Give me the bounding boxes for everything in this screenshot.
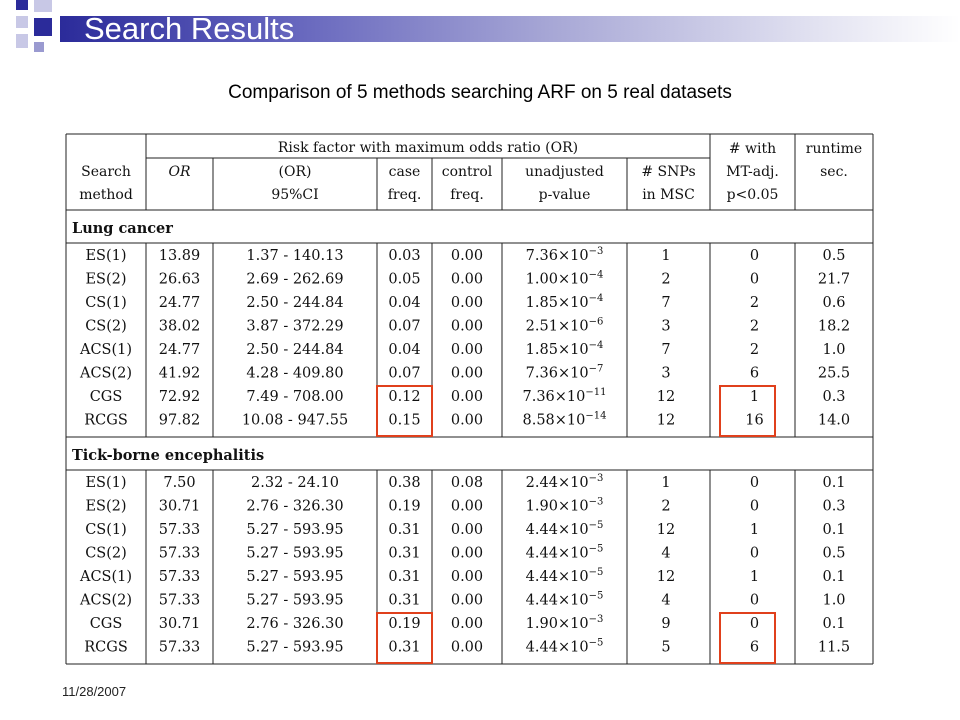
snps-cell: 2 [661, 271, 671, 288]
pvalue-cell: $1.85\times 10^{-4}$ [525, 340, 604, 358]
runtime-cell: 0.1 [822, 475, 846, 491]
method-cell: ACS(1) [79, 342, 133, 358]
case-freq-cell: 0.04 [388, 295, 421, 311]
slide-date: 11/28/2007 [62, 684, 127, 699]
control-freq-cell: 0.00 [450, 522, 484, 538]
snps-cell: 12 [656, 522, 676, 538]
mt-adj-cell: 2 [749, 295, 760, 311]
or-cell: 24.77 [158, 342, 201, 358]
mt-adj-cell: 2 [749, 342, 760, 358]
snps-cell: 12 [656, 412, 676, 429]
pvalue-cell: $7.36\times 10^{-7}$ [525, 363, 604, 382]
ci-cell: 5.27 - 593.95 [246, 639, 344, 656]
highlight-mt-adj-box [720, 386, 775, 436]
snps-cell: 2 [661, 498, 671, 515]
runtime-cell: 0.5 [822, 545, 846, 562]
highlight-mt-adj-box [720, 613, 775, 663]
or-cell: 13.89 [158, 248, 201, 264]
mt-adj-cell: 0 [749, 475, 760, 491]
pvalue-cell: $2.51\times 10^{-6}$ [525, 316, 604, 335]
ci-cell: 2.50 - 244.84 [246, 295, 344, 311]
snps-cell: 9 [661, 616, 671, 632]
case-freq-cell: 0.38 [388, 475, 421, 491]
pvalue-cell: $7.36\times 10^{-11}$ [522, 387, 607, 405]
mt-adj-cell: 0 [749, 592, 760, 609]
or-cell: 72.92 [158, 389, 201, 405]
or-cell: 30.71 [158, 498, 201, 515]
control-freq-cell: 0.00 [450, 295, 484, 311]
pvalue-cell: $4.44\times 10^{-5}$ [525, 637, 604, 656]
case-freq-cell: 0.31 [388, 545, 421, 562]
pvalue-cell: $1.00\times 10^{-4}$ [525, 269, 604, 288]
header-case-freq: freq. [387, 187, 422, 203]
case-freq-cell: 0.19 [388, 498, 421, 515]
pvalue-cell: $2.44\times 10^{-3}$ [525, 473, 604, 491]
ci-cell: 2.76 - 326.30 [246, 616, 344, 632]
mt-adj-cell: 0 [749, 616, 760, 632]
control-freq-cell: 0.00 [450, 545, 484, 562]
header-search: Search [81, 164, 131, 180]
runtime-cell: 21.7 [817, 271, 851, 288]
runtime-cell: 0.1 [822, 522, 846, 538]
mt-adj-cell: 6 [749, 639, 760, 656]
header-with: # with [728, 141, 777, 157]
or-cell: 38.02 [158, 318, 201, 335]
control-freq-cell: 0.00 [450, 318, 484, 335]
header-p005: p<0.05 [726, 187, 779, 203]
header-in-msc: in MSC [642, 187, 695, 203]
header-or: OR [168, 164, 191, 180]
header-runtime: runtime [805, 141, 863, 157]
mt-adj-cell: 2 [749, 318, 760, 335]
control-freq-cell: 0.00 [450, 592, 484, 609]
ci-cell: 3.87 - 372.29 [246, 318, 344, 335]
case-freq-cell: 0.31 [388, 639, 421, 656]
or-cell: 57.33 [158, 545, 201, 562]
snps-cell: 1 [661, 475, 671, 491]
control-freq-cell: 0.00 [450, 248, 484, 264]
slide-subtitle: Comparison of 5 methods searching ARF on 5 real datasets [228, 82, 732, 103]
slide-title: Search Results [84, 11, 295, 46]
runtime-cell: 18.2 [817, 318, 851, 335]
control-freq-cell: 0.08 [450, 475, 484, 491]
pvalue-cell: $1.90\times 10^{-3}$ [525, 614, 604, 632]
control-freq-cell: 0.00 [450, 498, 484, 515]
method-cell: RCGS [84, 412, 128, 429]
section-title: Tick-borne encephalitis [72, 447, 265, 464]
section-title: Lung cancer [72, 220, 173, 237]
method-cell: ES(1) [85, 475, 127, 491]
case-freq-cell: 0.31 [388, 592, 421, 609]
ci-cell: 5.27 - 593.95 [246, 545, 344, 562]
mt-adj-cell: 0 [749, 248, 760, 264]
ci-cell: 1.37 - 140.13 [246, 248, 344, 264]
case-freq-cell: 0.05 [388, 271, 421, 288]
or-cell: 30.71 [158, 616, 201, 632]
snps-cell: 3 [661, 365, 671, 382]
group-header: Risk factor with maximum odds ratio (OR) [277, 140, 579, 156]
header-case: case [388, 164, 421, 180]
header-pvalue: p-value [538, 187, 591, 203]
pvalue-cell: $7.36\times 10^{-3}$ [525, 246, 604, 264]
method-cell: CS(2) [85, 318, 127, 335]
method-cell: CGS [89, 389, 123, 405]
or-cell: 57.33 [158, 592, 201, 609]
mt-adj-cell: 0 [749, 498, 760, 515]
method-cell: CGS [89, 616, 123, 632]
ci-cell: 10.08 - 947.55 [241, 412, 349, 429]
or-cell: 57.33 [158, 639, 201, 656]
ci-cell: 4.28 - 409.80 [246, 365, 344, 382]
control-freq-cell: 0.00 [450, 342, 484, 358]
header-snps: # SNPs [641, 164, 696, 180]
control-freq-cell: 0.00 [450, 569, 484, 585]
method-cell: RCGS [84, 639, 128, 656]
snps-cell: 7 [661, 295, 671, 311]
ci-cell: 5.27 - 593.95 [246, 592, 344, 609]
ci-cell: 5.27 - 593.95 [246, 522, 344, 538]
snps-cell: 12 [656, 569, 676, 585]
case-freq-cell: 0.15 [388, 412, 421, 429]
runtime-cell: 0.1 [822, 569, 846, 585]
control-freq-cell: 0.00 [450, 412, 484, 429]
pvalue-cell: $1.85\times 10^{-4}$ [525, 293, 604, 311]
snps-cell: 7 [661, 342, 671, 358]
case-freq-cell: 0.19 [388, 616, 421, 632]
method-cell: CS(1) [85, 295, 127, 311]
or-cell: 41.92 [158, 365, 201, 382]
method-cell: ES(1) [85, 248, 127, 264]
runtime-cell: 1.0 [822, 342, 846, 358]
mt-adj-cell: 1 [749, 522, 760, 538]
mt-adj-cell: 1 [749, 569, 760, 585]
header-method: method [79, 187, 133, 203]
pvalue-cell: $4.44\times 10^{-5}$ [525, 520, 604, 538]
runtime-cell: 0.6 [822, 295, 846, 311]
ci-cell: 2.76 - 326.30 [246, 498, 344, 515]
method-cell: ES(2) [85, 271, 127, 288]
case-freq-cell: 0.04 [388, 342, 421, 358]
snps-cell: 12 [656, 389, 676, 405]
runtime-cell: 0.5 [822, 248, 846, 264]
case-freq-cell: 0.31 [388, 522, 421, 538]
ci-cell: 5.27 - 593.95 [246, 569, 344, 585]
mt-adj-cell: 0 [749, 271, 760, 288]
or-cell: 7.50 [163, 475, 196, 491]
header-mt-adj: MT-adj. [726, 164, 779, 180]
method-cell: ACS(1) [79, 569, 133, 585]
control-freq-cell: 0.00 [450, 365, 484, 382]
header-control-freq: freq. [450, 187, 484, 203]
runtime-cell: 0.3 [822, 498, 846, 515]
header-sec: sec. [820, 164, 848, 180]
case-freq-cell: 0.12 [388, 389, 421, 405]
case-freq-cell: 0.03 [388, 248, 421, 264]
runtime-cell: 25.5 [817, 365, 851, 382]
ci-cell: 2.32 - 24.10 [251, 475, 339, 491]
case-freq-cell: 0.07 [388, 318, 421, 335]
runtime-cell: 1.0 [822, 592, 846, 609]
method-cell: ACS(2) [79, 365, 133, 382]
or-cell: 26.63 [158, 271, 201, 288]
or-cell: 97.82 [158, 412, 201, 429]
case-freq-cell: 0.07 [388, 365, 421, 382]
snps-cell: 5 [661, 639, 671, 656]
control-freq-cell: 0.00 [450, 639, 484, 656]
snps-cell: 4 [661, 592, 671, 609]
or-cell: 57.33 [158, 522, 201, 538]
pvalue-cell: $4.44\times 10^{-5}$ [525, 543, 604, 562]
or-cell: 57.33 [158, 569, 201, 585]
runtime-cell: 0.1 [822, 616, 846, 632]
control-freq-cell: 0.00 [450, 616, 484, 632]
mt-adj-cell: 1 [749, 389, 760, 405]
method-cell: CS(2) [85, 545, 127, 562]
header-or-paren: (OR) [278, 164, 312, 180]
mt-adj-cell: 16 [745, 412, 764, 429]
pvalue-cell: $4.44\times 10^{-5}$ [525, 567, 604, 585]
ci-cell: 7.49 - 708.00 [246, 389, 344, 405]
method-cell: CS(1) [85, 522, 127, 538]
runtime-cell: 11.5 [817, 639, 851, 656]
ci-cell: 2.69 - 262.69 [246, 271, 344, 288]
header-unadjusted: unadjusted [525, 164, 604, 180]
snps-cell: 3 [661, 318, 671, 335]
runtime-cell: 0.3 [822, 389, 846, 405]
runtime-cell: 14.0 [817, 412, 851, 429]
snps-cell: 4 [661, 545, 671, 562]
ci-cell: 2.50 - 244.84 [246, 342, 344, 358]
pvalue-cell: $8.58\times 10^{-14}$ [522, 410, 607, 429]
or-cell: 24.77 [158, 295, 201, 311]
header-ci: 95%CI [271, 187, 319, 203]
mt-adj-cell: 0 [749, 545, 760, 562]
case-freq-cell: 0.31 [388, 569, 421, 585]
method-cell: ACS(2) [79, 592, 133, 609]
control-freq-cell: 0.00 [450, 271, 484, 288]
method-cell: ES(2) [85, 498, 127, 515]
snps-cell: 1 [661, 248, 671, 264]
pvalue-cell: $1.90\times 10^{-3}$ [525, 496, 604, 515]
pvalue-cell: $4.44\times 10^{-5}$ [525, 590, 604, 609]
header-control: control [441, 164, 493, 180]
mt-adj-cell: 6 [749, 365, 760, 382]
control-freq-cell: 0.00 [450, 389, 484, 405]
